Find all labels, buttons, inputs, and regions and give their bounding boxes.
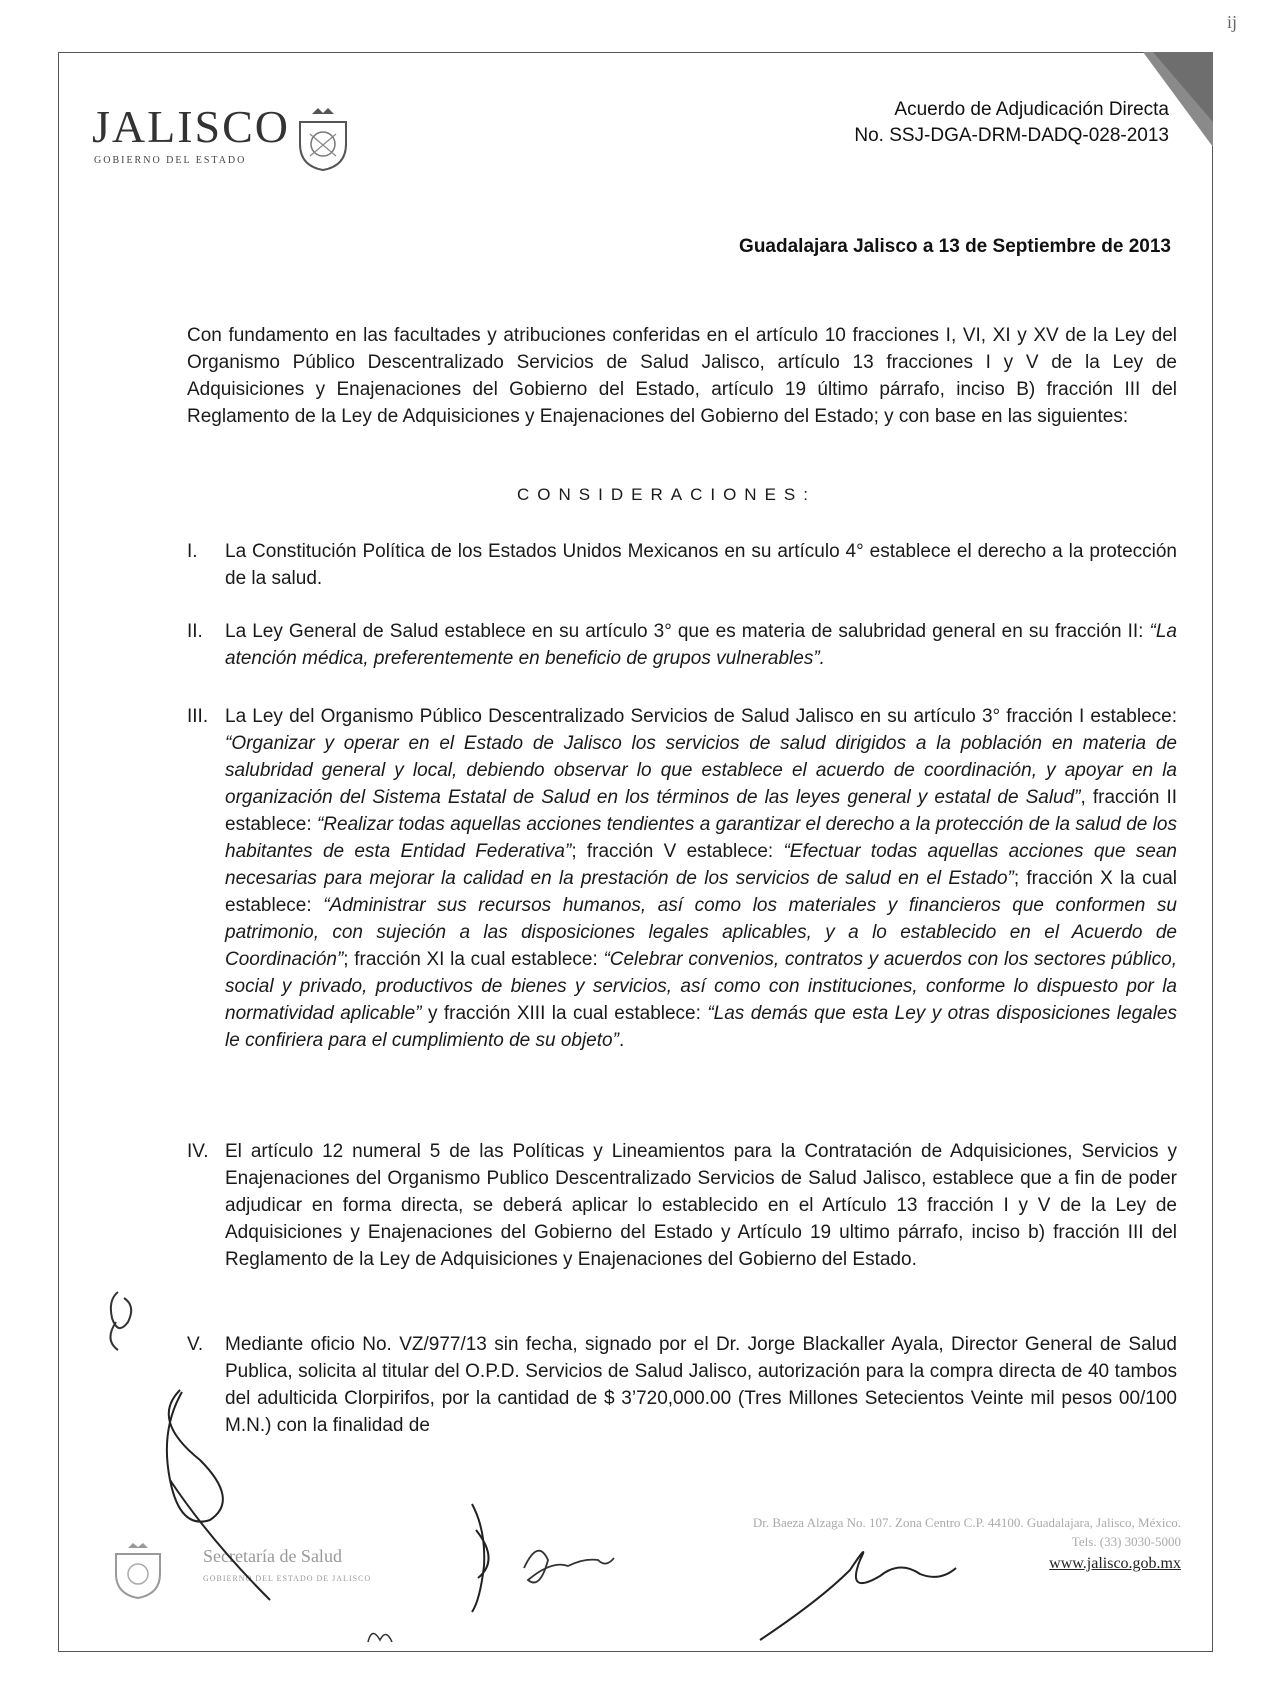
- item-number: IV.: [187, 1141, 209, 1162]
- address-line-1: Dr. Baeza Alzaga No. 107. Zona Centro C.P. 44100. Guadalajara, Jalisco, México.: [752, 1515, 1181, 1530]
- website-link[interactable]: www.jalisco.gob.mx: [1049, 1555, 1181, 1572]
- crest-icon: [108, 1540, 168, 1600]
- item-text: Mediante oficio No. VZ/977/13 sin fecha, signado por el Dr. Jorge Blackaller Ayala, Director General de Salud Publica, solicita al titular del O.P.D. Servicios de Salud Jalisco, autorización para la compra directa de 40 tambos del adulticida Clorpirifos, por la cantidad de $ 3’720,000.00 (Tres Millones Setecientos Veinte mil pesos 00/100 M.N.) con la finalidad de: [225, 1334, 1177, 1436]
- footer-address: [753, 1513, 1181, 1551]
- item-quote: “La atención médica, preferentemente en beneficio de grupos vulnerables”.: [225, 621, 1177, 669]
- document-number: No. SSJ-DGA-DRM-DADQ-028-2013: [854, 125, 1169, 146]
- title-line-1: Acuerdo de Adjudicación Directa: [894, 99, 1169, 120]
- item-number: III.: [187, 706, 209, 727]
- item-text-plain: La Ley General de Salud establece en su artículo 3° que es materia de salubridad general en su fracción II:: [225, 621, 1150, 642]
- item-text-plain: La Ley del Organismo Público Descentralizado Servicios de Salud Jalisco en su artículo 3° fracción I establece:: [225, 706, 1177, 727]
- item-quote: “Administrar sus recursos humanos, así como los materiales y financieros que conformen su patrimonio, con sujeción a las disposiciones legales aplicables, y a lo establecido en el Acuerdo de Coordinación”: [225, 895, 1177, 970]
- item-quote: “Efectuar todas aquellas acciones que sean necesarias para mejorar la calidad en la prestación de los servicios de salud en el Estado”: [225, 841, 1177, 889]
- item-text-plain: ; fracción X la cual establece:: [225, 868, 1177, 916]
- crest-icon: [288, 104, 358, 174]
- document-title: [854, 97, 1169, 149]
- consideracion-i: [187, 538, 1177, 592]
- item-text-plain: , fracción II establece:: [225, 787, 1178, 835]
- item-quote: “Organizar y operar en el Estado de Jalisco los servicios de salud dirigidos a la población en materia de salubridad general y local, debiendo observar lo que establece el acuerdo de coordinación, y apoyar en la organización del Sistema Estatal de Salud en los términos de las leyes general y estatal de Salud”: [225, 733, 1177, 808]
- item-number: V.: [187, 1334, 204, 1355]
- item-text-plain: .: [618, 1030, 625, 1051]
- consideracion-ii: [187, 618, 1177, 672]
- corner-mark: ij: [1226, 12, 1237, 32]
- secretaria-subtitle: GOBIERNO DEL ESTADO DE JALISCO: [203, 1574, 372, 1583]
- consideracion-v: [187, 1331, 1177, 1439]
- item-quote: “Realizar todas aquellas acciones tendientes a garantizar el derecho a la protección de la salud de los habitantes de esta Entidad Federativa”: [225, 814, 1177, 862]
- jalisco-logo: [92, 100, 382, 180]
- secretaria-salud-logo: [108, 1540, 378, 1600]
- item-text-plain: ; fracción V establece:: [571, 841, 784, 862]
- item-number: II.: [187, 621, 203, 642]
- item-quote: “Celebrar convenios, contratos y acuerdos con los sectores público, social y privado, productivos de bienes y servicios, así como con instituciones, conforme lo dispuesto por la normatividad aplicable”: [225, 949, 1177, 1024]
- logo-text: JALISCO: [92, 101, 291, 152]
- item-text: El artículo 12 numeral 5 de las Políticas y Lineamientos para la Contratación de Adquisiciones, Servicios y Enajenaciones del Organismo Publico Descentralizado Servicios de Salud Jalisco, establece que a fin de poder adjudicar en forma directa, se deberá aplicar lo establecido en el Artículo 13 fracción I y V de la Ley de Adquisiciones y Enajenaciones del Gobierno del Estado y Artículo 19 ultimo párrafo, inciso b) fracción III del Reglamento de la Ley de Adquisiciones y Enajenaciones del Gobierno del Estado.: [225, 1141, 1177, 1270]
- consideracion-iv: [187, 1138, 1177, 1273]
- intro-paragraph: Con fundamento en las facultades y atribuciones conferidas en el artículo 10 fracciones I, VI, XI y XV de la Ley del Organismo Público Descentralizado Servicios de Salud Jalisco, artículo 13 fracciones I y V de la Ley de Adquisiciones y Enajenaciones del Gobierno del Estado, artículo 19 último párrafo, inciso B) fracción III del Reglamento de la Ley de Adquisiciones y Enajenaciones del Gobierno del Estado; y con base en las siguientes:: [187, 325, 1177, 427]
- item-number: I.: [187, 541, 198, 562]
- item-text-plain: ; fracción XI la cual establece:: [343, 949, 604, 970]
- item-text-plain: y fracción XIII la cual establece:: [421, 1003, 708, 1024]
- item-text: [225, 618, 1177, 672]
- address-line-2: Tels. (33) 3030-5000: [1071, 1534, 1181, 1549]
- logo-subtitle: GOBIERNO DEL ESTADO: [94, 155, 247, 166]
- item-quote: “Las demás que esta Ley y otras disposiciones legales le confiriera para el cumplimiento de su objeto”: [225, 1003, 1177, 1051]
- consideracion-iii: [187, 703, 1177, 1054]
- secretaria-name: Secretaría de Salud: [203, 1546, 342, 1566]
- item-text: La Constitución Política de los Estados Unidos Mexicanos en su artículo 4° establece el derecho a la protección de la salud.: [225, 541, 1177, 589]
- consideraciones-heading: CONSIDERACIONES:: [517, 485, 816, 504]
- item-text: [225, 703, 1177, 1054]
- date-line: Guadalajara Jalisco a 13 de Septiembre de 2013: [739, 236, 1171, 257]
